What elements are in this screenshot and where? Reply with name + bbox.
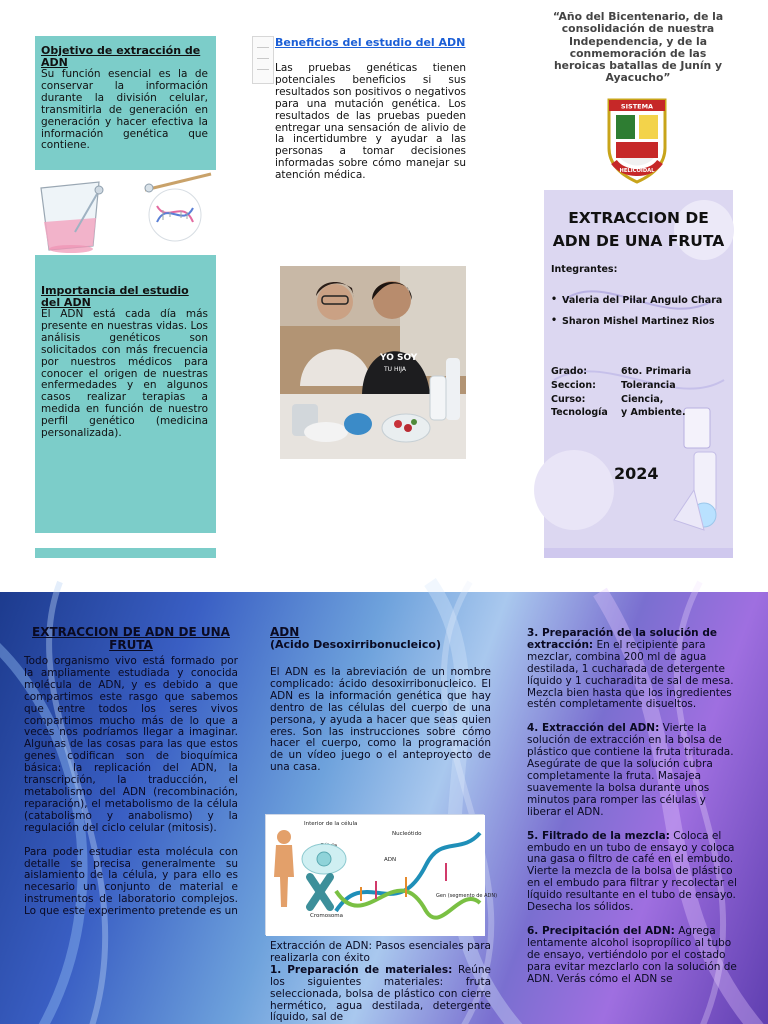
adn-subtitle: (Acido Desoxirribonucleico) <box>270 638 441 651</box>
step-4 <box>527 723 738 818</box>
beneficios-text: Las pruebas genéticas tienen potenciales beneficios si sus resultados son positivos o negativos para una mutación genética. Los resultados de las pruebas pueden entregar una sensación de alivio de la incertidumbre y ayudar a las personas a tomar decisiones informadas sobre cómo manejar su atención médica. <box>275 62 466 182</box>
intro-column <box>24 626 238 930</box>
objetivo-panel <box>35 36 216 170</box>
step-5-text: Coloca el embudo en un tubo de ensayo y coloca una gasa o filtro de café en el embudo. Vierte la mezcla de la bolsa de plástico en el embudo para filtrar y recolectar el líquido resultante en el tubo de ensayo. Desecha los sólidos. <box>527 829 737 914</box>
teal-footer-strip <box>35 548 216 558</box>
adn-steps-intro <box>270 941 491 1024</box>
cover-title-line-1: EXTRACCION DE <box>568 209 709 227</box>
objetivo-text: Su función esencial es la de conservar la información durante la división celular, transmitirla de generación en generación y hacer efectiva la información genética que contiene. <box>41 68 208 152</box>
intro-paragraph-2: Para poder estudiar esta molécula con detalle se precisa generalmente su aislamiento de la célula, y para ello es necesario un conjunto de material e instrumentos de laboratorio complejos. Lo que este experimento pretende es un <box>24 845 238 918</box>
integrantes-label: Integrantes: <box>551 264 618 275</box>
cover-title <box>544 207 733 253</box>
beneficios-section <box>275 36 466 182</box>
diagram-label-adn: ADN <box>384 857 397 863</box>
intro-title: EXTRACCION DE ADN DE UNA FRUTA <box>32 625 230 652</box>
importancia-panel <box>35 255 216 533</box>
cover-year: 2024 <box>614 464 659 483</box>
diagram-label-nucleotido: Nucleótido <box>392 831 422 837</box>
step-1-text: Reúne los siguientes materiales: fruta seleccionada, bolsa de plástico con cierre hermético, agua destilada, detergente líquido, sal de <box>270 963 491 1024</box>
dna-cell-diagram <box>265 814 498 935</box>
seccion-label: Seccion: <box>551 380 596 391</box>
step-1-label: 1. Preparación de materiales: <box>270 963 453 976</box>
diagram-label-interior: Interior de la célula <box>304 821 358 827</box>
adn-title: ADN <box>270 625 300 639</box>
importancia-title: Importancia del estudio del ADN <box>41 284 189 309</box>
step-5 <box>527 831 738 914</box>
step-4-text: Vierte la solución de extracción en la bolsa de plástico que contiene la fruta triturada. Asegúrate de que la solución cubra completamente la fruta. Masajea suavemente la bolsa durante unos minutos para romper las células y liberar el ADN. <box>527 722 734 818</box>
diagram-label-gen: Gen (segmento de ADN) <box>436 893 498 899</box>
intro-paragraph-1: Todo organismo vivo está formado por la ampliamente estudiada y conocida molécula de ADN, y es debido a que compartimos este rasgo que sabemos que entre todos los seres vivos compartimos mucho más de lo que a veces nos podríamos llegar a imaginar. Algunas de las cosas para las que estos genes codifican son de bioquímica básica: la replicación del ADN, la transcripción, la traducción, el metabolismo del ADN (recombinación, reparación), el metabolismo de la célula (catabolismo y anabolismo) y la regulación del ciclo celular (mitosis). <box>24 655 238 834</box>
beneficios-title[interactable]: Beneficios del estudio del ADN <box>275 36 466 49</box>
curso-value-3: y Ambiente. <box>621 407 686 418</box>
step-4-label: 4. Extracción del ADN: <box>527 722 660 735</box>
step-3 <box>527 628 738 711</box>
adn-paragraph-2: Extracción de ADN: Pasos esenciales para realizarla con éxito <box>270 940 491 964</box>
step-3-text: En el recipiente para mezclar, combina 200 ml de agua destilada, 1 cucharada de detergente líquido y 1 cucharadita de sal de mesa. Mezcla bien hasta que los ingredientes estén completamente disueltos. <box>527 638 734 711</box>
school-emblem <box>606 96 668 184</box>
adn-paragraph-1: El ADN es la abreviación de un nombre complicado: ácido desoxirribonucleico. El ADN es la información genética que hay dentro de las células del cuerpo de una persona, y ayuda a hacer que seas quien eres. Son las instrucciones sobre cómo hacer el cuerpo, como la programación de un vídeo juego o el anteproyecto de una casa. <box>270 666 491 774</box>
seccion-value: Tolerancia <box>621 380 676 391</box>
document-icon <box>252 36 274 84</box>
step-3-label: 3. Preparación de la solución de extracción: <box>527 627 717 651</box>
emblem-top-text: SISTEMA <box>620 102 654 111</box>
cover-title-line-2: ADN DE UNA FRUTA <box>552 232 725 250</box>
shirt-text-2: TU HIJA <box>384 366 407 373</box>
step-6 <box>527 926 738 986</box>
member-bullet-1: • <box>551 294 558 305</box>
students-photo <box>280 266 466 459</box>
objetivo-title: Objetivo de extracción de ADN <box>41 44 201 69</box>
steps-column <box>527 628 738 997</box>
curso-value-2: Tecnología <box>551 407 608 418</box>
step-6-label: 6. Precipitación del ADN: <box>527 924 675 937</box>
grado-label: Grado: <box>551 366 588 377</box>
shirt-text-1: YO SOY <box>380 353 418 363</box>
importancia-text: El ADN está cada día más presente en nuestras vidas. Los análisis genéticos son solicitados con más frecuencia por nuestros médicos para conocer el origen de nuestras enfermedades y en algunos casos realizar terapias a medida en función de nuestro perfil genético (medicina personalizada). <box>41 308 209 440</box>
step-1 <box>270 965 491 1024</box>
member-1: Valeria del Pilar Angulo Chara <box>562 295 723 306</box>
emblem-bottom-text: HELICOIDAL <box>619 168 655 174</box>
brochure-inner-page <box>0 592 768 1024</box>
step-5-label: 5. Filtrado de la mezcla: <box>527 829 670 842</box>
motto-text: “Año del Bicentenario, de la consolidación de nuestra Independencia, y de la conmemoración de las heroicas batallas de Junín y Ayacucho” <box>552 10 724 85</box>
diagram-label-cromosoma: Cromosoma <box>310 913 344 919</box>
curso-value: Ciencia, <box>621 394 664 405</box>
grado-value: 6to. Primaria <box>621 366 692 377</box>
step-6-text: Agrega lentamente alcohol isopropílico al tubo de ensayo, vertiéndolo por el costado para evitar mezclarlo con la solución de ADN. Verás cómo el ADN se <box>527 924 737 985</box>
member-bullet-2: • <box>551 315 558 326</box>
adn-column <box>270 626 491 774</box>
beaker-illustration <box>35 170 216 255</box>
cover-panel <box>544 190 733 558</box>
curso-label: Curso: <box>551 394 586 405</box>
member-2: Sharon Mishel Martinez Rios <box>562 316 715 327</box>
